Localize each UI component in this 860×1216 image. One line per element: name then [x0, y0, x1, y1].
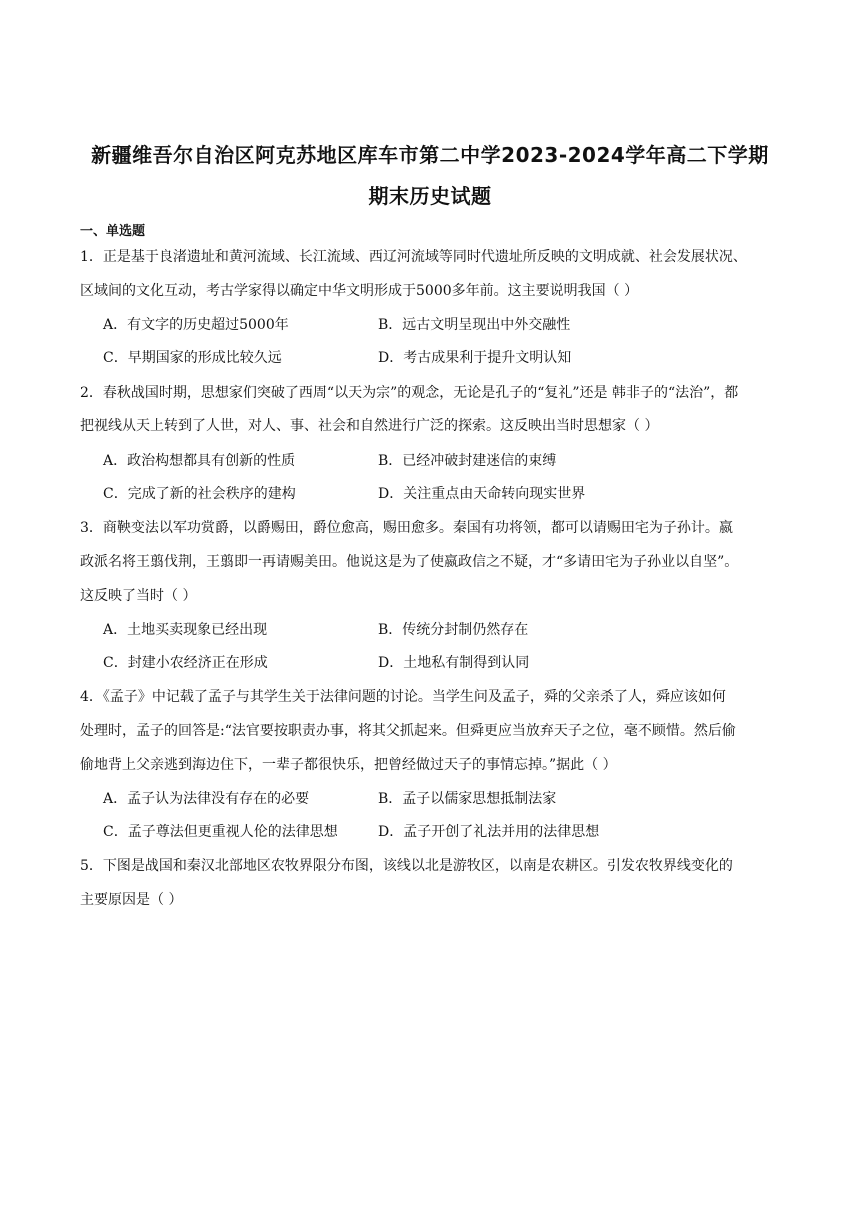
question-1-option-a: A．有文字的历史超过5000年 — [103, 317, 289, 333]
question-2-option-d: D．关注重点由天命转向现实世界 — [378, 486, 586, 502]
document-title-line-2: 期末历史试题 — [368, 184, 492, 208]
question-5-text-line-2: 主要原因是（ ） — [80, 892, 183, 908]
question-3-text-line-2: 政派名将王翦伐荆，王翦即一再请赐美田。他说这是为了使嬴政信之不疑，才“多请田宅为子孙业以自坚”。 — [80, 554, 739, 570]
question-3-text-line-3: 这反映了当时（ ） — [80, 588, 197, 604]
question-1-option-b: B．远古文明呈现出中外交融性 — [378, 317, 571, 333]
section-heading: 一、单选题 — [80, 224, 146, 239]
question-4-option-a: A．孟子认为法律没有存在的必要 — [103, 791, 310, 807]
question-3-option-d: D．土地私有制得到认同 — [378, 655, 530, 671]
question-2-text-line-2: 把视线从天上转到了人世，对人、事、社会和自然进行广泛的探索。这反映出当时思想家（ ） — [80, 418, 659, 434]
question-2-option-a: A．政治构想都具有创新的性质 — [103, 453, 296, 469]
question-1-option-c: C．早期国家的形成比较久远 — [103, 350, 282, 366]
question-2-option-c: C．完成了新的社会秩序的建构 — [103, 486, 296, 502]
question-4-text-line-2: 处理时，孟子的回答是:“法官要按职责办事，将其父抓起来。但舜更应当放弃天子之位，毫不顾惜。然后偷 — [80, 723, 736, 739]
question-1-option-d: D．考古成果利于提升文明认知 — [378, 350, 572, 366]
question-2-option-b: B．已经冲破封建迷信的束缚 — [378, 453, 557, 469]
question-4-option-b: B．孟子以儒家思想抵制法家 — [378, 791, 557, 807]
question-2-text-line-1: 2．春秋战国时期，思想家们突破了西周“以天为宗”的观念，无论是孔子的“复礼”还是 韩非子的“法治”，都 — [80, 385, 739, 401]
question-4-option-c: C．孟子尊法但更重视人伦的法律思想 — [103, 824, 338, 840]
question-3-option-b: B．传统分封制仍然存在 — [378, 622, 529, 638]
question-4-text-line-1: 4．《孟子》中记载了孟子与其学生关于法律问题的讨论。当学生问及孟子，舜的父亲杀了人，舜应该如何 — [80, 689, 726, 705]
question-4-option-d: D．孟子开创了礼法并用的法律思想 — [378, 824, 600, 840]
question-4-text-line-3: 偷地背上父亲逃到海边住下，一辈子都很快乐，把曾经做过天子的事情忘掉。”据此（ ） — [80, 757, 617, 773]
question-5-text-line-1: 5．下图是战国和秦汉北部地区农牧界限分布图，该线以北是游牧区，以南是农耕区。引发农牧界线变化的 — [80, 858, 733, 874]
question-1-text-line-2: 区域间的文化互动，考古学家得以确定中华文明形成于5000多年前。这主要说明我国（ ） — [80, 283, 639, 299]
document-title-line-1: 新疆维吾尔自治区阿克苏地区库车市第二中学2023-2024学年高二下学期 — [91, 143, 769, 167]
question-3-text-line-1: 3．商鞅变法以军功赏爵，以爵赐田，爵位愈高，赐田愈多。秦国有功将领，都可以请赐田宅为子孙计。嬴 — [80, 520, 733, 536]
question-3-option-a: A．土地买卖现象已经出现 — [103, 622, 268, 638]
question-3-option-c: C．封建小农经济正在形成 — [103, 655, 268, 671]
question-1-text-line-1: 1．正是基于良渚遗址和黄河流域、长江流域、西辽河流域等同时代遗址所反映的文明成就、社会发展状况、 — [80, 249, 747, 265]
